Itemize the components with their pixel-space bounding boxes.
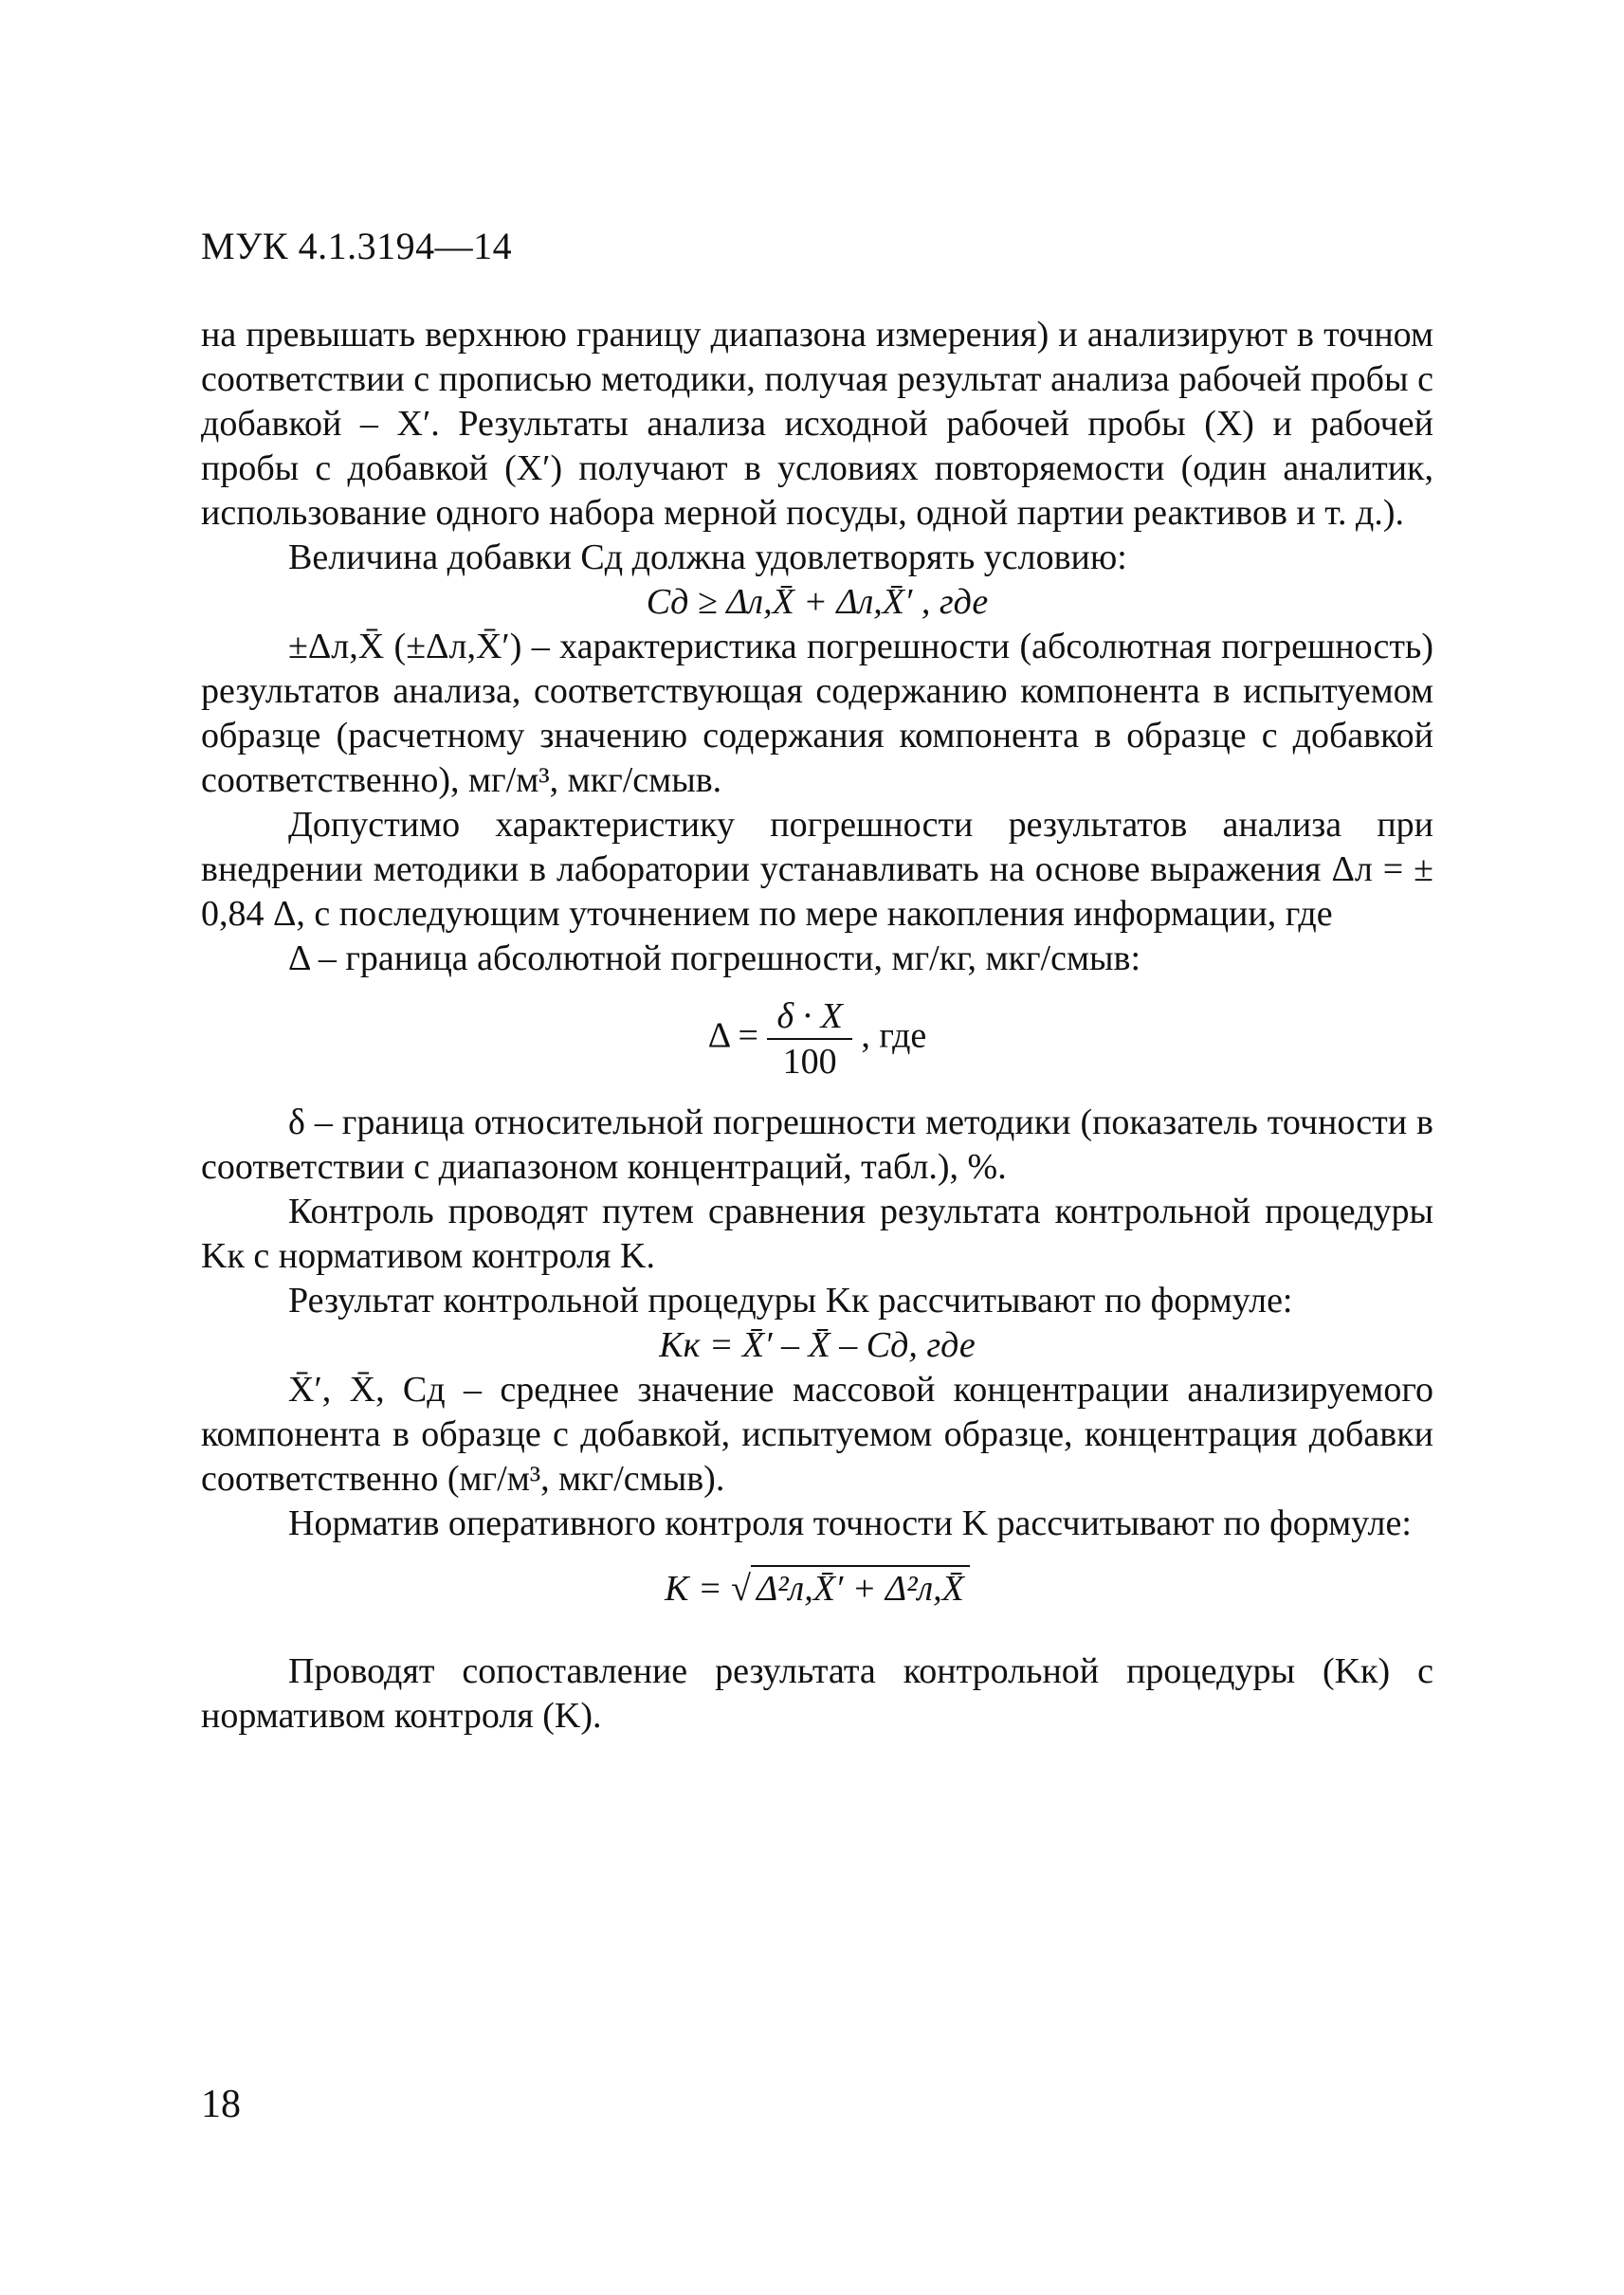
- paragraph: Контроль проводят путем сравнения результата контрольной процедуры Kк с нормативом контроля K.: [201, 1192, 1433, 1276]
- paragraph: Норматив оперативного контроля точности K рассчитывают по формуле:: [288, 1503, 1412, 1543]
- radicand: Δ²л,X̄′ + Δ²л,X̄: [751, 1565, 970, 1609]
- paragraph: δ – граница относительной погрешности методики (показатель точности в соответствии с диапазоном концентраций, табл.), %.: [201, 1102, 1433, 1187]
- document-body: [201, 313, 1433, 1739]
- fraction-numerator: δ · X: [767, 994, 851, 1040]
- formula-control-procedure: Kк = X̄′ – X̄ – Cд, где: [659, 1325, 976, 1365]
- document-code-header: МУК 4.1.3194—14: [201, 225, 513, 267]
- paragraph: Величина добавки Cд должна удовлетворять условию:: [288, 537, 1127, 577]
- formula-tail: , где: [861, 1015, 927, 1056]
- page-number: 18: [201, 2083, 241, 2126]
- formula-lhs: K =: [665, 1569, 722, 1609]
- formula-absolute-error: [201, 994, 1433, 1084]
- fraction: [767, 994, 851, 1084]
- paragraph: Δ – граница абсолютной погрешности, мг/кг, мкг/смыв:: [288, 938, 1141, 978]
- paragraph: Проводят сопоставление результата контрольной процедуры (Kк) с нормативом контроля (K).: [201, 1651, 1433, 1736]
- fraction-denominator: 100: [782, 1042, 837, 1082]
- paragraph: на превышать верхнюю границу диапазона измерения) и анализируют в точном соответствии с прописью методики, получая результат анализа рабочей пробы с добавкой – X′. Результаты анализа исходной рабочей пробы (X) и рабочей пробы с добавкой (X′) получают в условиях повторяемости (один аналитик, использование одного набора мерной посуды, одной партии реактивов и т. д.).: [201, 315, 1433, 533]
- paragraph: ±Δл,X̄ (±Δл,X̄′) – характеристика погрешности (абсолютная погрешность) результатов анализа, соответствующая содержанию компонента в испытуемом образце (расчетному значению содержания компонента в образце с добавкой соответственно), мг/м³, мкг/смыв.: [201, 627, 1433, 800]
- formula-lhs: Δ =: [707, 1015, 758, 1056]
- paragraph: Результат контрольной процедуры Kк рассчитывают по формуле:: [288, 1281, 1293, 1321]
- paragraph: Допустимо характеристику погрешности результатов анализа при внедрении методики в лаборатории устанавливать на основе выражения Δл = ± 0,84 Δ, с последующим уточнением по мере накопления информации, где: [201, 805, 1433, 934]
- paragraph: X̄′, X̄, Cд – среднее значение массовой концентрации анализируемого компонента в образце с добавкой, испытуемом образце, концентрация добавки соответственно (мг/м³, мкг/смыв).: [201, 1370, 1433, 1499]
- formula-control-standard: [201, 1567, 1433, 1612]
- formula-addition-condition: Cд ≥ Δл,X̄ + Δл,X̄′ , где: [646, 582, 989, 622]
- square-root: √ Δ²л,X̄′ + Δ²л,X̄: [731, 1567, 970, 1612]
